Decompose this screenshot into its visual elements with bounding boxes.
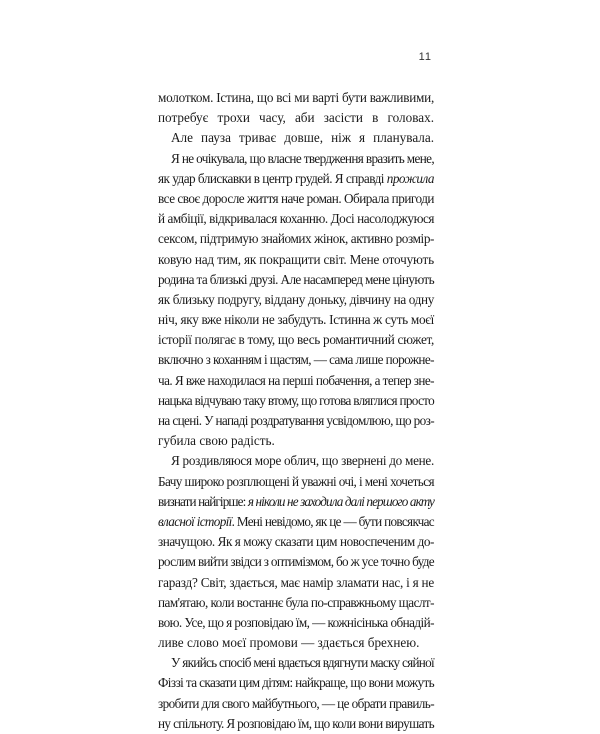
italic-phrase: власної історії: [158, 513, 232, 529]
text-line: потребує трохи часу, аби засісти в головах.: [158, 110, 434, 126]
text-line: все своє доросле життя наче роман. Обирала пригоди: [158, 190, 435, 206]
text-line: У якийсь спосіб мені вдається вдягнути маску сяйної: [171, 655, 434, 671]
text-line: ну спільноту. Я розповідаю їм, що коли вони вирушать: [158, 715, 435, 731]
text-line: рослим вийти звідси з оптимізмом, бо ж усе точно буде: [158, 554, 434, 570]
page-number: 11: [418, 51, 432, 63]
text-line: молотком. Істина, що всі ми варті бути важливими,: [158, 90, 435, 105]
text-line: родина та близькі друзі. Але насамперед мене цінують: [158, 271, 434, 287]
text-line: ніч, яку вже ніколи не забудуть. Істинна ж суть моєї: [158, 312, 435, 328]
text-line: Але пауза триває довше, ніж я планувала.: [171, 130, 435, 146]
text-line: Бачу широко розплющені й уважні очі, і мені хочеться: [158, 473, 434, 489]
text-line: [158, 492, 434, 512]
text-line: значущою. Як я можу сказати цим новоспеченим до-: [158, 534, 435, 550]
text-line: історії полягає в тому, що весь романтичний сюжет,: [158, 332, 434, 348]
italic-phrase: прожила: [386, 170, 435, 186]
body-text: [158, 88, 434, 734]
text-line: пам'ятаю, коли востаннє була по-справжньому щаслт-: [158, 594, 434, 610]
text-line: включно з коханням і щастям, — сама лише порожне-: [158, 352, 435, 368]
text-line: ча. Я вже находилася на перші побачення, а тепер зне-: [158, 372, 435, 388]
text-line: Фіззі та сказати цим дітям: найкраще, що вони можуть: [158, 675, 435, 691]
text-line: [158, 169, 434, 189]
text-run: як удар блискавки в центр грудей. Я справді: [158, 170, 387, 186]
text-line: ковую над тим, як покращити світ. Мене оточують: [158, 251, 434, 267]
text-line: вою. Усе, що я розповідаю їм, — кожнісінька обнадій-: [158, 614, 434, 630]
text-line: сексом, підтримую знайомих жінок, активно розмір-: [158, 231, 435, 247]
text-line: [158, 512, 434, 532]
text-line: нацька відчуваю таку втому, що готова вляглися просто: [158, 392, 434, 408]
text-line: зробити для свого майбутнього, — це обрати правиль-: [158, 695, 435, 711]
text-line: Я роздивляюся море облич, що звернені до мене.: [171, 453, 434, 469]
text-line: й амбіції, відкривалася коханню. Досі насолоджуюся: [158, 211, 435, 227]
text-run: визнати найгірше:: [158, 493, 248, 509]
text-line: гаразд? Світ, здається, має намір зламати нас, і я не: [158, 574, 434, 590]
text-line: Я не очікувала, що власне твердження вразить мене,: [171, 150, 434, 166]
text-line: губила свою радість.: [158, 433, 275, 449]
text-line: як близьку подругу, віддану доньку, дівчину на одну: [158, 291, 434, 307]
text-line: ливе слово моєї промови — здається брехнею.: [158, 635, 420, 651]
text-line: на сцені. У нападі роздратування усвідомлюю, що роз-: [158, 413, 434, 428]
text-run: . Мені невідомо, як це — бути повсякчас: [231, 513, 434, 529]
italic-phrase: я ніколи не заходила далі першого акту: [247, 493, 435, 509]
